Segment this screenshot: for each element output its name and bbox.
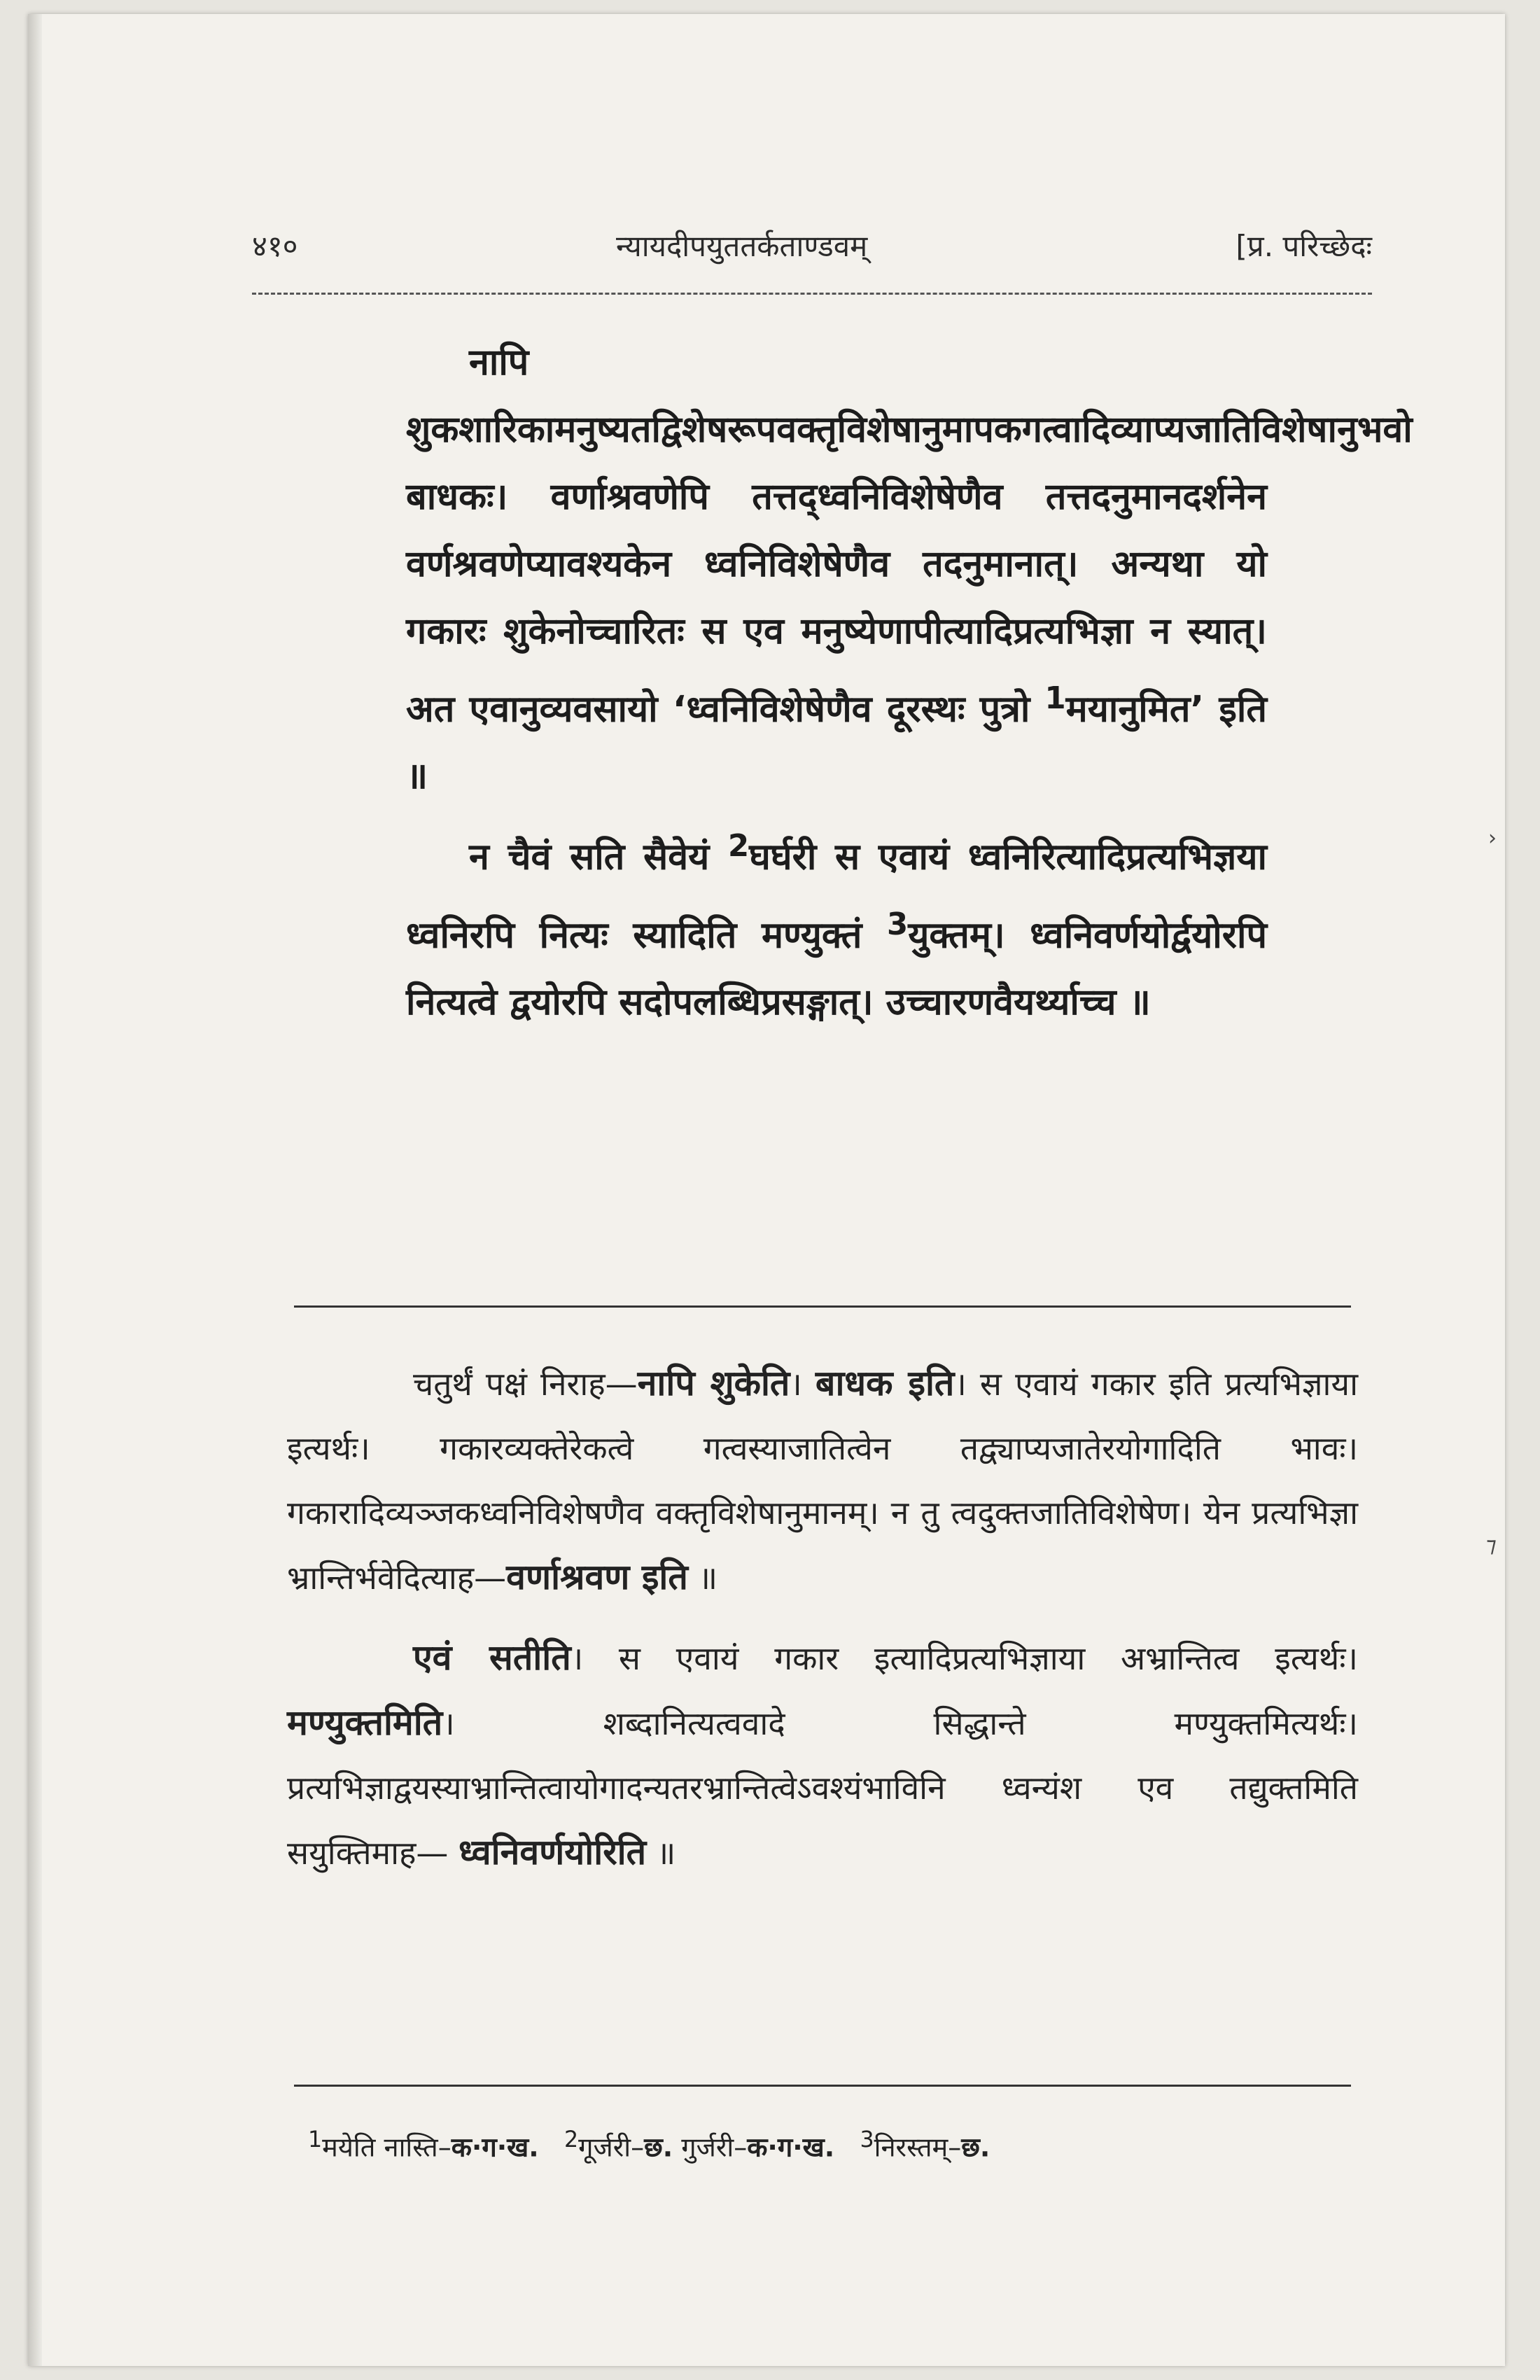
footnote-ref-1: 1 (1044, 681, 1066, 716)
footnotes (308, 2115, 1358, 2172)
commentary-lemma: ध्वनिवर्णयोरिति (458, 1832, 647, 1872)
page-header (252, 218, 1372, 281)
margin-mark: ⁊ (1486, 1533, 1497, 1558)
footnote-text: निरस्तम्– (874, 2132, 962, 2163)
running-title: न्यायदीपयुततर्कताण्डवम् (616, 229, 868, 263)
main-text-segment: युक्तम्। ध्वनिवर्णयोर्द्वयोरपि नित्यत्वे द्वयोरपि सदोपलब्धिप्रसङ्गात्। उच्चारणवैयर्थ्याच्च ॥ (406, 913, 1267, 1023)
main-text-segment: नापि शुकशारिकामनुष्यतद्विशेषरूपवक्तृविशेषानुमापकगत्वादिव्याप्यजातिविशेषानुभवो बाधकः। वर्णाश्रवणेपि तत्तद्ध्वनिविशेषेणैव तत्तदनुमानदर्शनेन वर्णश्रवणेप्यावश्यकेन ध्वनिविशेषेणैव तदनुमानात्। अन्यथा यो गकारः शुकेनोच्चारितः स एव मनुष्येणापीत्यादिप्रत्यभिज्ञा न स्यात्। अत एवानुव्यवसायो ‘ध्वनिविशेषेणैव दूरस्थः पुत्रो (406, 342, 1413, 731)
footnote-text: गुर्जरी– (673, 2132, 748, 2163)
commentary-segment: ॥ (687, 1559, 718, 1597)
main-paragraph-1 (406, 329, 1413, 810)
header-rule (252, 293, 1372, 295)
footnote-ref-3: 3 (887, 906, 909, 942)
commentary-paragraph-1 (287, 1351, 1358, 1610)
footnote-number-1: 1 (308, 2127, 323, 2152)
page-gutter (28, 14, 42, 2366)
commentary-segment: ॥ (646, 1834, 676, 1872)
commentary-paragraph-2 (287, 1625, 1358, 1885)
main-text-segment: मयानुमित’ इति ॥ (406, 688, 1267, 798)
commentary-lemma: एवं सतीति (413, 1637, 571, 1678)
commentary-lemma: मण्युक्तमिति (287, 1702, 443, 1743)
margin-mark: › (1488, 826, 1497, 850)
main-text-segment: न चैवं सति सैवेयं (469, 836, 729, 878)
main-text-segment: घर्घरी स एवायं ध्वनिरित्यादिप्रत्यभिज्ञया ध्वनिरपि नित्यः स्यादिति मण्युक्तं (406, 836, 1267, 956)
footnote-siglum: छ. (644, 2132, 673, 2163)
divider-rule (294, 2085, 1351, 2087)
footnote-number-2: 2 (564, 2127, 579, 2152)
commentary-lemma: वर्णाश्रवण इति (506, 1557, 688, 1597)
commentary-segment: चतुर्थं पक्षं निराह— (413, 1365, 638, 1403)
commentary-segment: । स एवायं गकार इत्यादिप्रत्यभिज्ञाया अभ्रान्तित्व इत्यर्थः। (570, 1639, 1358, 1677)
footnote-text: मयेति नास्ति– (322, 2132, 451, 2163)
chapter-label: [प्र. परिच्छेदः (1236, 229, 1372, 263)
footnote-text: गूर्जरी– (578, 2132, 645, 2163)
commentary-lemma: नापि शुकेति (637, 1363, 790, 1404)
page-number: ४१० (252, 229, 298, 263)
footnote-number-3: 3 (860, 2127, 874, 2152)
main-text (406, 329, 1413, 1039)
main-paragraph-2 (406, 813, 1267, 1036)
footnote-siglum: क·ग·ख. (747, 2132, 835, 2163)
footnote-siglum: क·ग·ख. (451, 2132, 539, 2163)
divider-rule (294, 1306, 1351, 1308)
book-page (28, 14, 1505, 2366)
commentary-lemma: बाधक इति (815, 1363, 955, 1404)
commentary-segment: । स एवायं गकार इति प्रत्यभिज्ञाया इत्यर्थः। गकारव्यक्तेरेकत्वे गत्वस्याजातित्वेन तद्व्याप्यजातेरयोगादिति भावः। गकारादिव्यञ्जकध्वनिविशेषणैव वक्तृविशेषानुमानम्। न तु त्वदुक्तजातिविशेषेण। येन प्रत्यभिज्ञा भ्रान्तिर्भवेदित्याह— (287, 1365, 1358, 1597)
commentary-segment: । (790, 1365, 816, 1403)
commentary (287, 1351, 1358, 1900)
footnote-siglum: छ. (961, 2132, 990, 2163)
commentary-segment: । शब्दानित्यत्ववादे सिद्धान्ते मण्युक्तमित्यर्थः। प्रत्यभिज्ञाद्वयस्याभ्रान्तित्वायोगादन्यतरभ्रान्तित्वेऽवश्यंभाविनि ध्वन्यंश एव तद्युक्तमिति सयुक्तिमाह— (287, 1704, 1358, 1872)
footnote-ref-2: 2 (728, 829, 750, 864)
